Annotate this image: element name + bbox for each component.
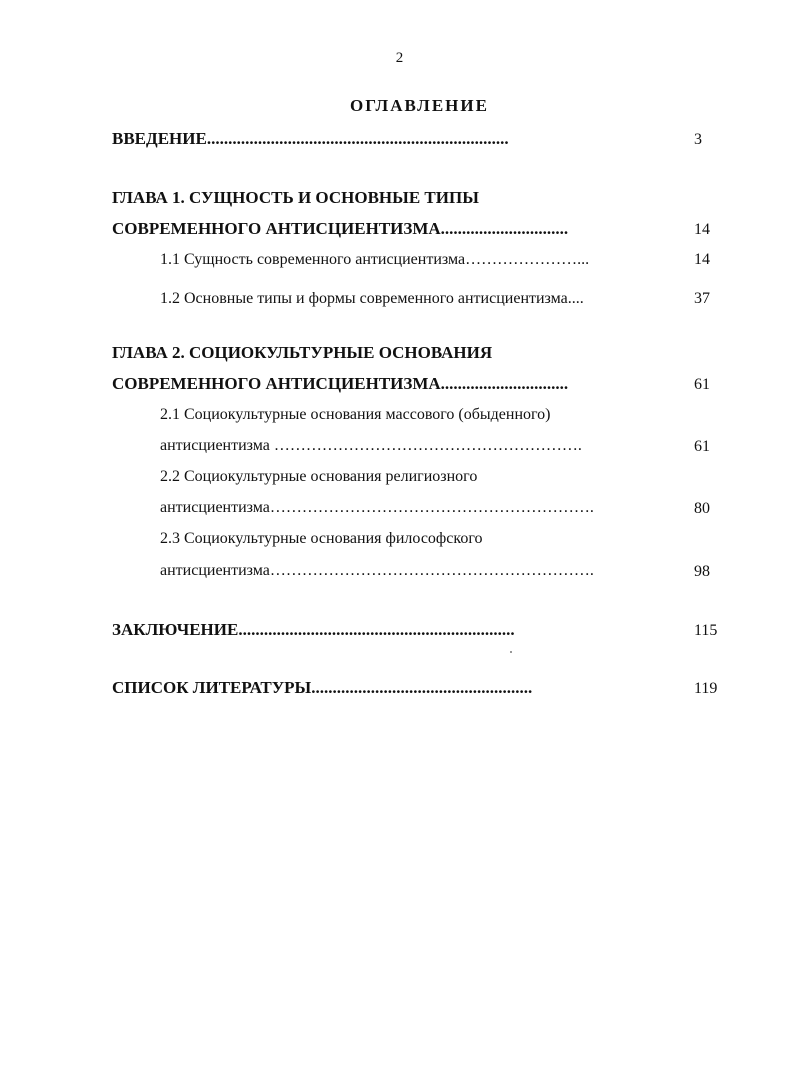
toc-entry-section-2-2-line-1: 2.2 Социокультурные основания религиозного	[160, 468, 478, 485]
toc-entry-chapter-2-line-1: ГЛАВА 2. СОЦИОКУЛЬТУРНЫЕ ОСНОВАНИЯ	[112, 343, 493, 362]
toc-page-conclusion: 115	[694, 622, 718, 639]
toc-entry-section-2-2-line-2: антисциентизма…………………………………………………….	[160, 499, 594, 516]
toc-entry-conclusion: ЗАКЛЮЧЕНИЕ.................................................................	[112, 620, 515, 639]
toc-page-section-2-3: 98	[694, 563, 710, 580]
toc-entry-chapter-2-line-2: СОВРЕМЕННОГО АНТИСЦИЕНТИЗМА..............................	[112, 374, 569, 393]
toc-page-section-1-1: 14	[694, 251, 710, 268]
toc-entry-chapter-1-line-1: ГЛАВА 1. СУЩНОСТЬ И ОСНОВНЫЕ ТИПЫ	[112, 188, 479, 207]
toc-page-chapter-1: 14	[694, 221, 710, 238]
toc-title: ОГЛАВЛЕНИЕ	[350, 96, 489, 115]
scan-artifact-dot	[510, 651, 512, 653]
toc-page-section-2-2: 80	[694, 500, 710, 517]
toc-page-introduction: 3	[694, 131, 702, 148]
toc-entry-section-2-1-line-1: 2.1 Социокультурные основания массового (обыденного)	[160, 406, 551, 423]
toc-entry-section-2-1-line-2: антисциентизма ………………………………………………….	[160, 437, 582, 454]
toc-entry-section-2-3-line-2: антисциентизма…………………………………………………….	[160, 562, 594, 579]
toc-page-section-1-2: 37	[694, 290, 710, 307]
toc-entry-section-1-2: 1.2 Основные типы и формы современного антисциентизма....	[160, 290, 584, 307]
page-number: 2	[395, 50, 404, 66]
toc-entry-section-2-3-line-1: 2.3 Социокультурные основания философского	[160, 530, 483, 547]
toc-entry-section-1-1: 1.1 Сущность современного антисциентизма…………………...	[160, 251, 590, 268]
toc-entry-bibliography: СПИСОК ЛИТЕРАТУРЫ....................................................	[112, 678, 533, 697]
toc-page-bibliography: 119	[694, 680, 718, 697]
toc-page-section-2-1: 61	[694, 438, 710, 455]
toc-entry-introduction: ВВЕДЕНИЕ.......................................................................	[112, 129, 509, 148]
toc-page-chapter-2: 61	[694, 376, 710, 393]
toc-entry-chapter-1-line-2: СОВРЕМЕННОГО АНТИСЦИЕНТИЗМА..............................	[112, 219, 569, 238]
